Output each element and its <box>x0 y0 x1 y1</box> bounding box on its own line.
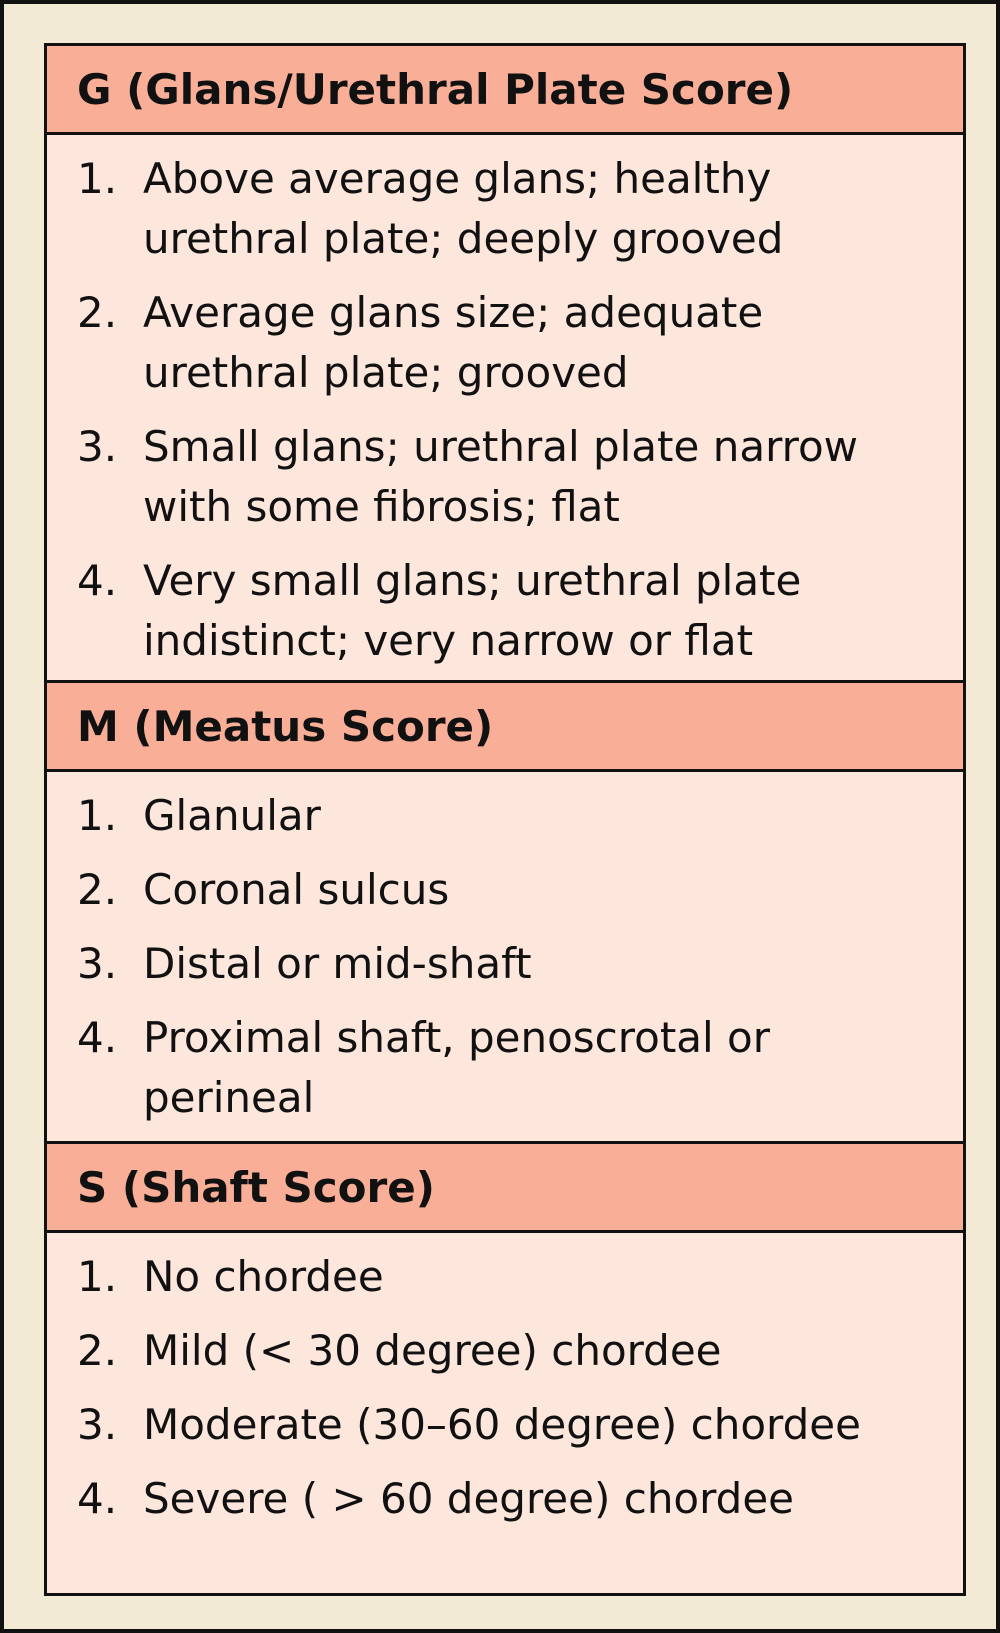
list-item <box>47 1008 963 1128</box>
list-item <box>47 149 963 269</box>
item-number: 1. <box>77 791 118 840</box>
item-number: 3. <box>77 1400 118 1449</box>
item-text: Moderate (30–60 degree) chordee <box>143 1400 861 1449</box>
item-number: 1. <box>77 1252 118 1301</box>
list-item <box>47 1395 963 1455</box>
list-item <box>47 283 963 403</box>
section-title: M (Meatus Score) <box>77 701 494 751</box>
list-item <box>47 417 963 537</box>
item-text: Distal or mid-shaft <box>143 939 532 988</box>
item-text: Proximal shaft, penoscrotal or perineal <box>143 1013 771 1122</box>
list-item <box>47 1469 963 1529</box>
section-title: S (Shaft Score) <box>77 1162 435 1212</box>
item-number: 4. <box>77 1474 118 1523</box>
item-number: 4. <box>77 1013 118 1062</box>
item-number: 3. <box>77 422 118 471</box>
section-header-shaft <box>47 1144 963 1233</box>
item-text: Average glans size; adequate urethral plate; grooved <box>143 288 764 397</box>
list-item <box>47 786 963 846</box>
item-text: Coronal sulcus <box>143 865 450 914</box>
item-text: Above average glans; healthy urethral plate; deeply grooved <box>143 154 784 263</box>
section-body-glans <box>47 135 963 683</box>
item-number: 2. <box>77 865 118 914</box>
item-text: No chordee <box>143 1252 384 1301</box>
list-item <box>47 1247 963 1307</box>
section-header-glans <box>47 46 963 135</box>
item-text: Small glans; urethral plate narrow with some fibrosis; flat <box>143 422 858 531</box>
item-number: 4. <box>77 556 118 605</box>
list-item <box>47 1321 963 1381</box>
item-text: Glanular <box>143 791 321 840</box>
section-header-meatus <box>47 683 963 772</box>
item-text: Mild (< 30 degree) chordee <box>143 1326 722 1375</box>
item-number: 2. <box>77 1326 118 1375</box>
item-number: 1. <box>77 154 118 203</box>
item-number: 3. <box>77 939 118 988</box>
section-body-shaft <box>47 1233 963 1529</box>
list-item <box>47 551 963 671</box>
list-item <box>47 860 963 920</box>
list-item <box>47 934 963 994</box>
item-text: Severe ( > 60 degree) chordee <box>143 1474 794 1523</box>
section-body-meatus <box>47 772 963 1144</box>
score-table <box>44 43 966 1596</box>
item-text: Very small glans; urethral plate indistinct; very narrow or flat <box>143 556 802 665</box>
section-title: G (Glans/Urethral Plate Score) <box>77 64 794 114</box>
item-number: 2. <box>77 288 118 337</box>
